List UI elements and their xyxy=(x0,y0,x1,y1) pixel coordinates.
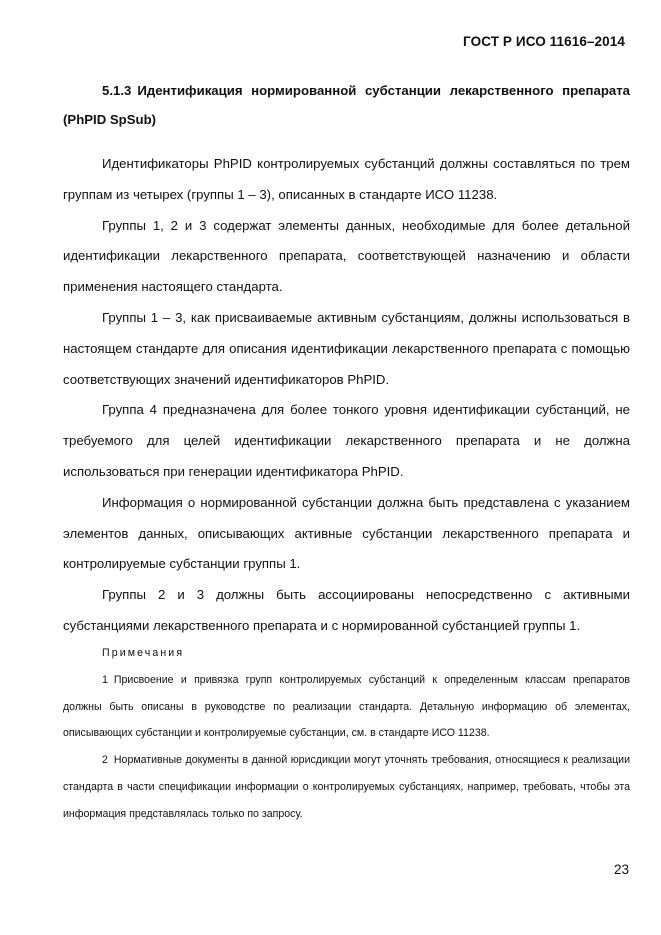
note-text: Нормативные документы в данной юрисдикции могут уточнять требования, относящиеся к реализации стандарта в части спецификации информации о контролируемых субстанциях, например, требовать, чтобы эта информация представлялась только по запросу. xyxy=(63,754,630,820)
section-title: Идентификация нормированной субстанции лекарственного препарата (PhPID SpSub) xyxy=(63,83,630,127)
note-number: 1 xyxy=(102,673,108,686)
document-header: ГОСТ Р ИСО 11616–2014 xyxy=(463,34,625,49)
paragraph: Группы 1, 2 и 3 содержат элементы данных, необходимые для более детальной идентификации лекарственного препарата, соответствующей назначению и области применения настоящего стандарта. xyxy=(63,217,630,295)
paragraph: Идентификаторы PhPID контролируемых субстанций должны составляться по трем группам из четырех (группы 1 – 3), описанных в стандарте ИСО 11238. xyxy=(63,156,630,202)
section-heading xyxy=(63,76,630,134)
note-item xyxy=(63,747,630,827)
paragraph: Группы 2 и 3 должны быть ассоциированы непосредственно с активными субстанциями лекарственного препарата и с нормированной субстанцией группы 1. xyxy=(63,587,630,633)
notes-heading: Примечания xyxy=(102,647,185,659)
note-text: Присвоение и привязка групп контролируемых субстанций к определенным классам препаратов должны быть описаны в руководстве по реализации стандарта. Детальную информацию об элементах, описывающих субстанции и контролируемые субстанции, см. в стандарте ИСО 11238. xyxy=(63,673,630,740)
note-item xyxy=(63,667,630,747)
notes-block xyxy=(63,640,630,828)
body-text xyxy=(63,149,630,642)
note-number: 2 xyxy=(102,754,108,767)
section-number: 5.1.3 xyxy=(102,83,132,98)
paragraph: Группы 1 – 3, как присваиваемые активным субстанциям, должны использоваться в настоящем стандарте для описания идентификации лекарственного препарата с помощью соответствующих значений идентификаторов PhPID. xyxy=(63,309,630,387)
page-number: 23 xyxy=(613,862,629,877)
paragraph: Группа 4 предназначена для более тонкого уровня идентификации субстанций, не требуемого для целей идентификации лекарственного препарата и не должна использоваться при генерации идентификатора PhPID. xyxy=(63,402,630,479)
paragraph: Информация о нормированной субстанции должна быть представлена с указанием элементов данных, описывающих активные субстанции лекарственного препарата и контролируемые субстанции группы 1. xyxy=(63,494,630,572)
